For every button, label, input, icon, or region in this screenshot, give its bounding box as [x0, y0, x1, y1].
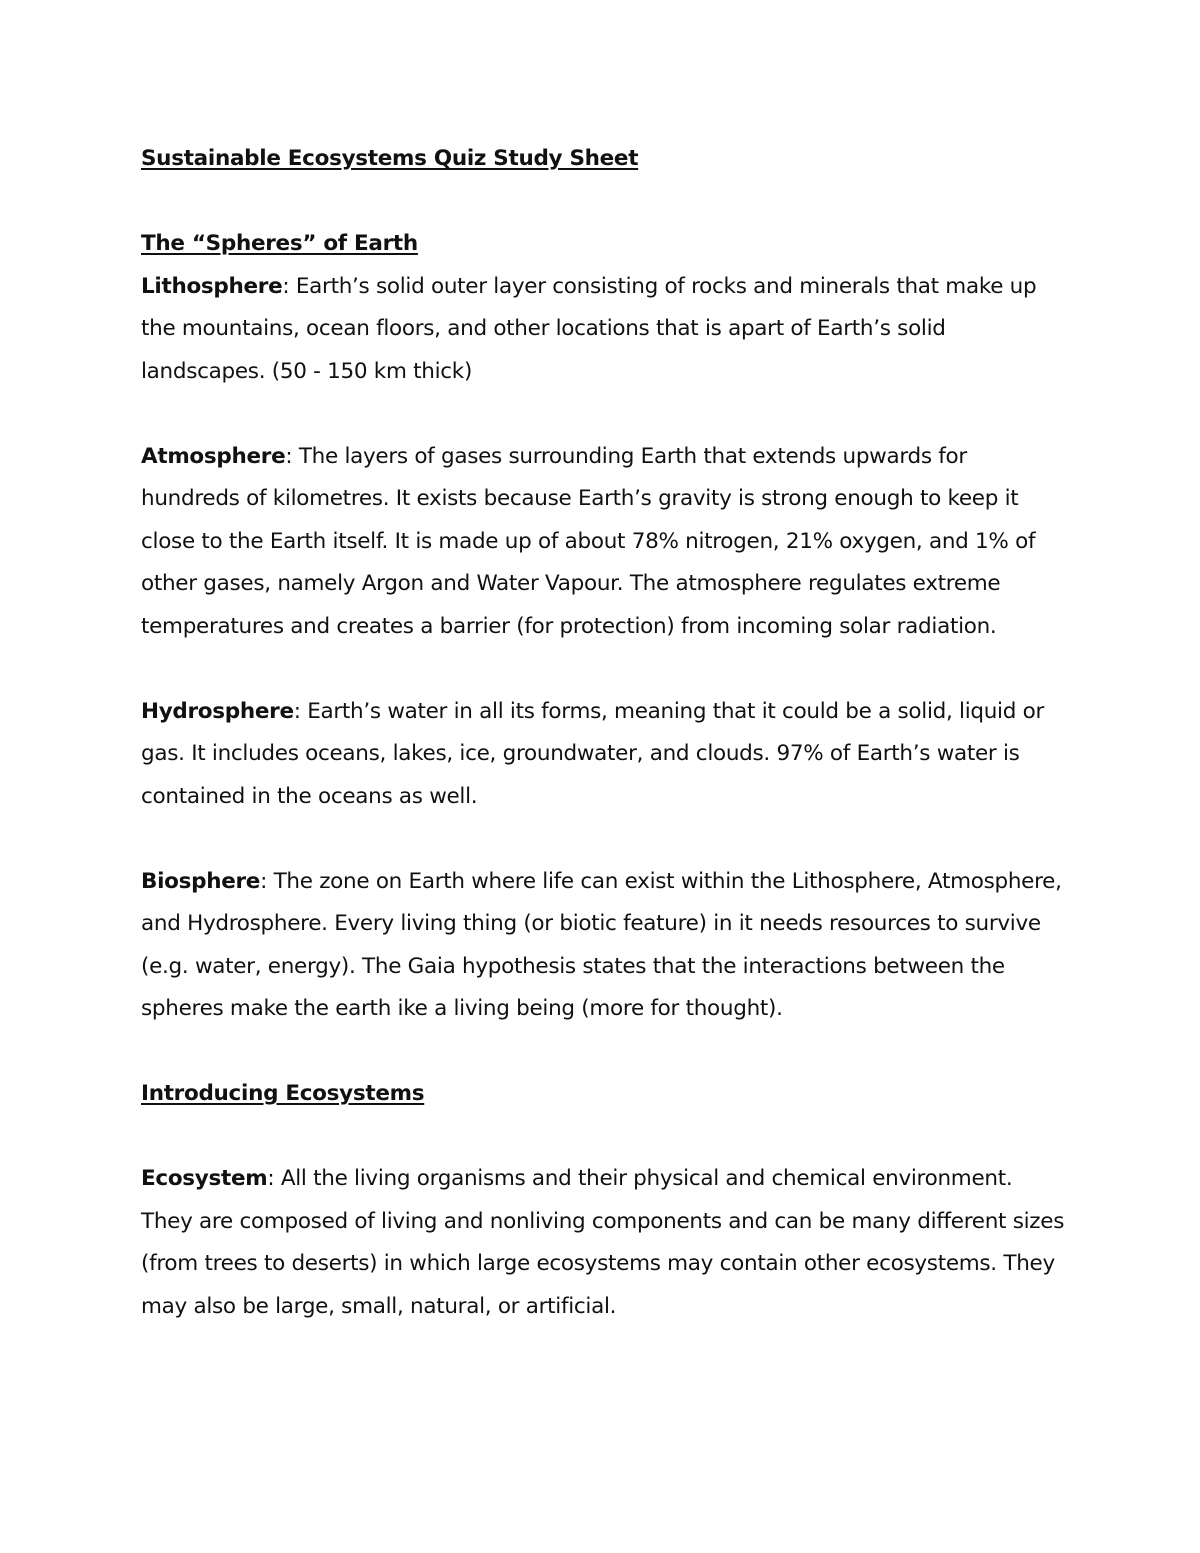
definition-text: : The zone on Earth where life can exist within the Lithosphere, Atmosphere, and Hydrosphere. Every living thing (or biotic feature) in it needs resources to survive (e.g. water, energy). The Gaia hypothesis states that the interactions between the spheres make the earth ike a living being (more for thought). [141, 868, 1062, 1021]
definition-text: : All the living organisms and their physical and chemical environment. They are composed of living and nonliving components and can be many different sizes (from trees to deserts) in which large ecosystems may contain other ecosystems. They may also be large, small, natural, or artificial. [141, 1166, 1065, 1319]
definition-term: Atmosphere [141, 443, 286, 469]
definition-ecosystem [141, 1158, 1066, 1328]
definition-atmosphere [141, 436, 1066, 649]
document-page [141, 138, 1066, 1371]
definition-term: Biosphere [141, 868, 261, 894]
ecosystems-heading: Introducing Ecosystems [141, 1081, 425, 1106]
definition-text: : Earth’s solid outer layer consisting of rocks and minerals that make up the mountains, ocean floors, and other locations that is apart of Earth’s solid landscapes. (50 - 150 km thick) [141, 273, 1037, 384]
definition-lithosphere [141, 266, 1066, 394]
document-title: Sustainable Ecosystems Quiz Study Sheet [141, 146, 639, 171]
definition-term: Lithosphere [141, 273, 283, 299]
definition-term: Hydrosphere [141, 698, 294, 724]
spheres-heading: The “Spheres” of Earth [141, 231, 418, 256]
definition-biosphere [141, 861, 1066, 1031]
definition-hydrosphere [141, 691, 1066, 819]
definition-text: : Earth’s water in all its forms, meaning that it could be a solid, liquid or gas. It includes oceans, lakes, ice, groundwater, and clouds. 97% of Earth’s water is contained in the oceans as well. [141, 698, 1045, 809]
definition-text: : The layers of gases surrounding Earth that extends upwards for hundreds of kilometres. It exists because Earth’s gravity is strong enough to keep it close to the Earth itself. It is made up of about 78% nitrogen, 21% oxygen, and 1% of other gases, namely Argon and Water Vapour. The atmosphere regulates extreme temperatures and creates a barrier (for protection) from incoming solar radiation. [141, 443, 1036, 639]
definition-term: Ecosystem [141, 1166, 268, 1191]
